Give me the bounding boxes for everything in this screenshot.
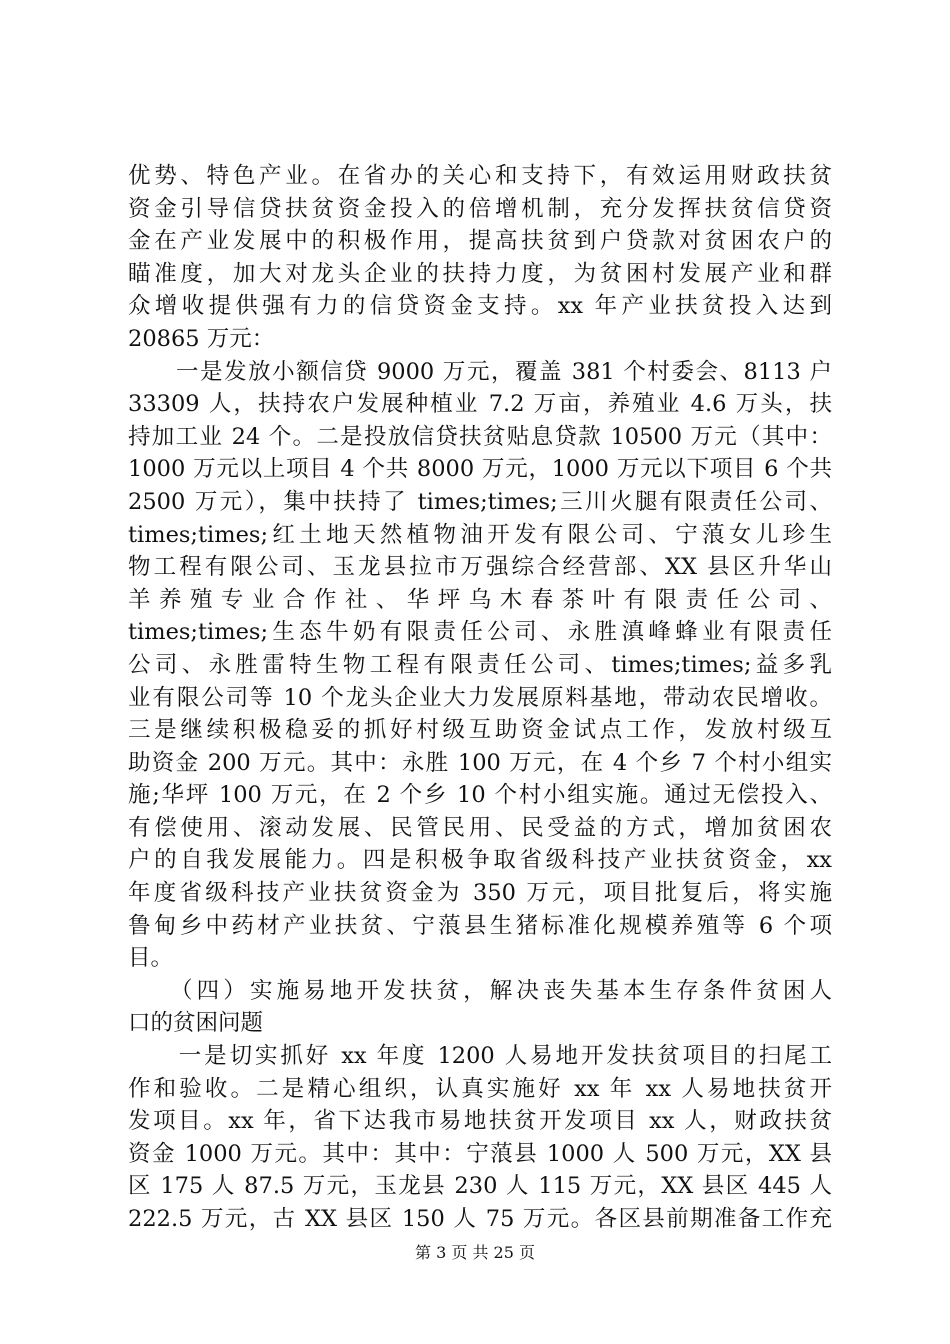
text-line: 业有限公司等 10 个龙头企业大力发展原料基地，带动农民增收。 [128,684,832,711]
text-line: 1000 万元以上项目 4 个共 8000 万元，1000 万元以下项目 6 个共 [128,456,832,483]
text-line: 口的贫困问题 [128,1010,264,1037]
text-line: 一是发放小额信贷 9000 万元，覆盖 381 个村委会、8113 户 [128,358,832,385]
text-line: 有偿使用、滚动发展、民管民用、民受益的方式，增加贫困农 [128,814,832,841]
page-footer: 第 3 页 共 25 页 [415,1243,535,1262]
text-line: 年度省级科技产业扶贫资金为 350 万元，项目批复后，将实施 [128,880,832,907]
text-line: times;times;生态牛奶有限责任公司、永胜滇峰蜂业有限责任 [128,619,832,646]
text-line: 发项目。xx 年，省下达我市易地扶贫开发项目 xx 人，财政扶贫 [128,1108,832,1135]
text-line: 众增收提供强有力的信贷资金支持。xx 年产业扶贫投入达到 [128,293,832,320]
text-line: 222.5 万元，古 XX 县区 150 人 75 万元。各区县前期准备工作充 [128,1206,832,1232]
text-line: 优势、特色产业。在省办的关心和支持下，有效运用财政扶贫 [128,163,832,189]
text-line: 瞄准度，加大对龙头企业的扶持力度，为贫困村发展产业和群 [128,260,832,287]
text-line: 三是继续积极稳妥的抓好村级互助资金试点工作，发放村级互 [128,717,832,744]
text-line: 鲁甸乡中药材产业扶贫、宁蒗县生猪标准化规模养殖等 6 个项 [128,912,832,939]
text-line: 作和验收。二是精心组织，认真实施好 xx 年 xx 人易地扶贫开 [128,1075,832,1102]
text-line: 助资金 200 万元。其中：永胜 100 万元，在 4 个乡 7 个村小组实 [128,749,832,776]
body-text [128,160,832,1236]
text-line: 33309 人，扶持农户发展种植业 7.2 万亩，养殖业 4.6 万头，扶 [128,391,832,418]
text-line: 羊养殖专业合作社、华坪乌木春茶叶有限责任公司、 [128,586,832,613]
text-line: 金在产业发展中的积极作用，提高扶贫到户贷款对贫困农户的 [128,228,832,255]
text-line: 资金 1000 万元。其中：其中：宁蒗县 1000 人 500 万元，XX 县 [128,1140,832,1167]
text-line: 一是切实抓好 xx 年度 1200 人易地开发扶贫项目的扫尾工 [128,1043,832,1070]
text-line: （四）实施易地开发扶贫，解决丧失基本生存条件贫困人 [128,977,832,1004]
text-line: 物工程有限公司、玉龙县拉市万强综合经营部、XX 县区升华山 [128,554,832,581]
text-line: 资金引导信贷扶贫资金投入的倍增机制，充分发挥扶贫信贷资 [128,195,832,222]
text-line: 持加工业 24 个。二是投放信贷扶贫贴息贷款 10500 万元（其中： [128,423,832,450]
text-line: times;times;红土地天然植物油开发有限公司、宁蒗女儿珍生 [128,521,832,548]
text-line: 20865 万元： [128,325,275,352]
text-line: 公司、永胜雷特生物工程有限责任公司、times;times;益多乳 [128,651,832,678]
text-line: 目。 [128,945,174,972]
text-line: 2500 万元），集中扶持了 times;times;三川火腿有限责任公司、 [128,488,832,515]
text-line: 施;华坪 100 万元，在 2 个乡 10 个村小组实施。通过无偿投入、 [128,782,832,809]
text-line: 户的自我发展能力。四是积极争取省级科技产业扶贫资金，xx [128,847,832,874]
text-line: 区 175 人 87.5 万元，玉龙县 230 人 115 万元，XX 县区 445 人 [128,1173,832,1200]
